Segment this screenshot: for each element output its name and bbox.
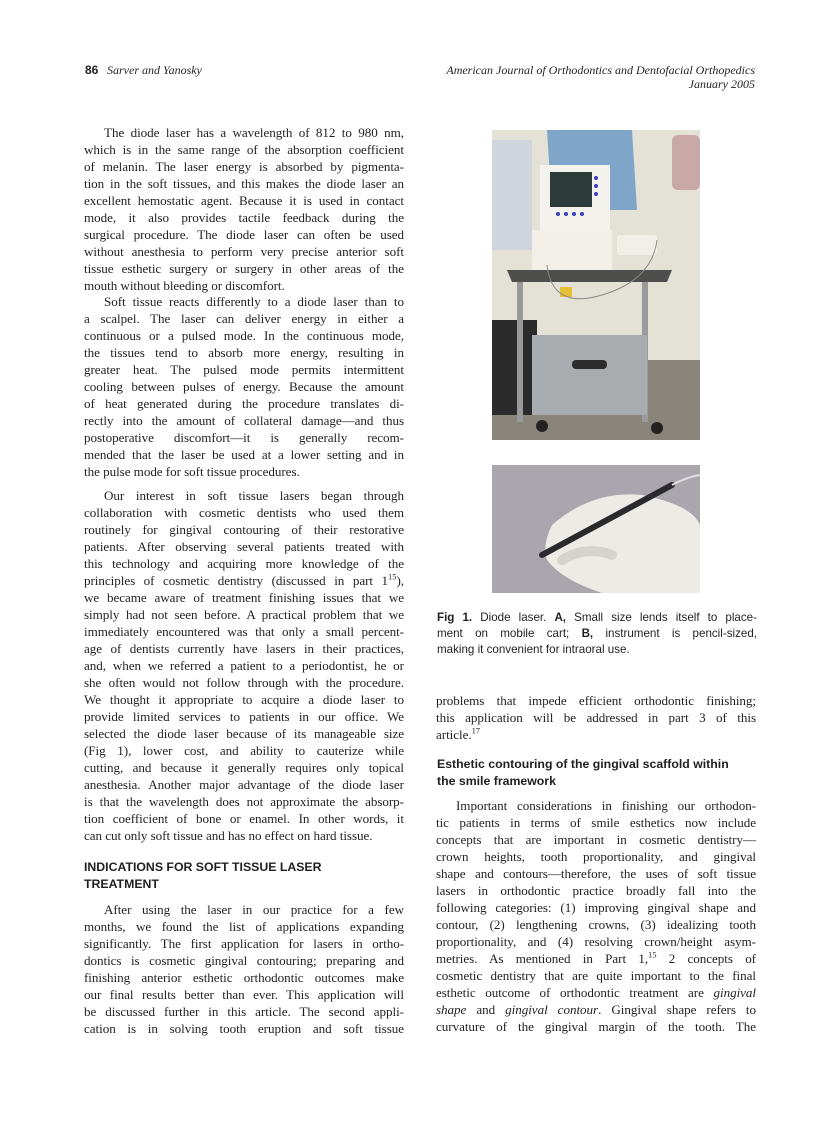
- text-run: significantly. The first application for lasers in ortho-: [84, 936, 404, 951]
- text-run: can cut only soft tissue and has no effect on hard tissue.: [84, 828, 373, 843]
- text-run: mouth without bleeding or discomfort.: [84, 278, 285, 293]
- paragraph: [84, 487, 404, 844]
- text-run: esthetic outcome of orthodontic treatment are: [436, 985, 714, 1000]
- text-run: (Fig 1), lower cost, and ability to cauterize while: [84, 743, 404, 758]
- text-line: [84, 446, 404, 463]
- text-run: months, we found the list of applications expanding: [84, 919, 404, 934]
- bold-label: A,: [554, 611, 567, 624]
- text-line: [84, 277, 404, 294]
- figure-1a-laser-cart-photo: [492, 130, 700, 440]
- text-line: [84, 209, 404, 226]
- bold-label: Fig 1.: [437, 611, 473, 624]
- text-run: cutting, and because it generally requires only topical: [84, 760, 404, 775]
- text-run: ),: [396, 573, 404, 588]
- text-line: [84, 243, 404, 260]
- text-line: [84, 226, 404, 243]
- bold-label: B,: [581, 627, 594, 640]
- text-line: [84, 158, 404, 175]
- text-line: [84, 175, 404, 192]
- text-run: curvature of the gingival margin of the tooth. The: [436, 1019, 756, 1034]
- text-run: lasers in orthodontic practice broadly fall into the: [436, 883, 756, 898]
- text-run: contour, (2) lengthening crowns, (3) idealizing tooth: [436, 917, 756, 932]
- text-run: Soft tissue reacts differently to a diode laser than to: [104, 294, 404, 309]
- text-run: greater heat. The pulsed mode permits intermittent: [84, 362, 404, 377]
- text-line: [84, 260, 404, 277]
- italic-term: gingival contour: [505, 1002, 599, 1017]
- heading-line: TREATMENT: [84, 877, 159, 891]
- text-run: shape and contours—therefore, the uses of soft tissue: [436, 866, 756, 881]
- text-line: [84, 935, 404, 952]
- text-line: [84, 606, 404, 623]
- text-line: [84, 674, 404, 691]
- text-line: [84, 395, 404, 412]
- text-run: the tissues tend to absorb more energy, resulting in: [84, 345, 404, 360]
- text-line: [84, 691, 404, 708]
- text-line: [84, 521, 404, 538]
- text-run: rectly into the amount of collateral damage—and thus: [84, 413, 404, 428]
- heading-line: INDICATIONS FOR SOFT TISSUE LASER: [84, 860, 322, 874]
- text-line: [84, 361, 404, 378]
- text-line: [84, 412, 404, 429]
- text-run: proportionality, and (4) resolving crown/height asym-: [436, 934, 756, 949]
- text-line: [84, 429, 404, 446]
- text-line: [436, 899, 756, 916]
- text-run: article.: [436, 727, 472, 742]
- text-run: be discussed further in this article. The second appli-: [84, 1004, 404, 1019]
- text-run: dontics is cosmetic gingival contouring; preparing and: [84, 953, 404, 968]
- text-run: selected the diode laser because of its manageable size: [84, 726, 404, 741]
- reference-superscript: 15: [648, 949, 657, 960]
- text-run: ment on mobile cart;: [437, 627, 582, 640]
- text-run: . Gingival shape refers to: [598, 1002, 757, 1017]
- text-run: is that the wavelength does not approximate the absorp-: [84, 794, 404, 809]
- text-run: and, when we referred a patient to a periodontist, he or: [84, 658, 404, 673]
- text-run: of heat generated during the procedure translates di-: [84, 396, 404, 411]
- text-run: tissue esthetic surgery or surgery in other areas of the: [84, 261, 404, 276]
- text-line: [84, 742, 404, 759]
- paragraph: [84, 901, 404, 1037]
- text-line: [84, 708, 404, 725]
- text-line: [84, 623, 404, 640]
- text-run: routinely for gingival contouring of their restorative: [84, 522, 404, 537]
- text-run: simply had not seen before. A practical problem that we: [84, 607, 404, 622]
- page-number: 86: [85, 63, 99, 77]
- text-line: [84, 986, 404, 1003]
- text-run: which is in the same range of the absorption coefficient: [84, 142, 404, 157]
- text-run: metries. As mentioned in Part 1,: [436, 951, 649, 966]
- text-line: [436, 692, 756, 709]
- text-line: [84, 487, 404, 504]
- text-line: [84, 293, 404, 310]
- text-run: excellent hemostatic agent. Because it is used in contact: [84, 193, 404, 208]
- text-line: [436, 916, 756, 933]
- paragraph: [436, 692, 756, 743]
- text-run: tion coefficient of bone or enamel. In other words, it: [84, 811, 404, 826]
- text-line: [436, 1018, 756, 1035]
- text-line: [84, 759, 404, 776]
- text-run: Diode laser.: [472, 611, 555, 624]
- text-run: The diode laser has a wavelength of 812 to 980 nm,: [104, 125, 404, 140]
- issue-date: January 2005: [688, 77, 755, 91]
- text-line: [84, 1020, 404, 1037]
- text-run: We thought it appropriate to acquire a diode laser to: [84, 692, 404, 707]
- text-line: [84, 310, 404, 327]
- text-run: cooling between pulses of energy. Because the amount: [84, 379, 404, 394]
- text-line: [436, 865, 756, 882]
- text-line: [84, 504, 404, 521]
- text-run: cation is in solving tooth eruption and soft tissue: [84, 1021, 404, 1036]
- text-line: [84, 327, 404, 344]
- text-run: continuous or a pulsed mode. In the continuous mode,: [84, 328, 404, 343]
- reference-superscript: 17: [471, 725, 480, 736]
- text-line: [436, 950, 756, 967]
- text-run: tic patients in terms of smile esthetics now include: [436, 815, 756, 830]
- text-line: [436, 1001, 756, 1018]
- text-line: [436, 709, 756, 726]
- section-heading-esthetic-contouring: [437, 756, 729, 790]
- text-line: [84, 344, 404, 361]
- text-line: [84, 810, 404, 827]
- text-line: [436, 814, 756, 831]
- text-line: [84, 1003, 404, 1020]
- text-run: Our interest in soft tissue lasers began through: [104, 488, 404, 503]
- text-run: instrument is pencil-sized,: [593, 627, 757, 640]
- section-heading-indications: [84, 859, 322, 893]
- text-run: problems that impede efficient orthodontic finishing;: [436, 693, 756, 708]
- text-run: we became aware of treatment finishing issues that we: [84, 590, 404, 605]
- text-line: [437, 642, 757, 658]
- text-run: following categories: (1) improving gingival shape and: [436, 900, 756, 915]
- text-run: finishing anterior esthetic orthodontic outcomes make: [84, 970, 404, 985]
- reference-superscript: 15: [388, 571, 397, 582]
- text-line: [437, 626, 757, 642]
- heading-line: the smile framework: [437, 774, 556, 788]
- text-line: [84, 640, 404, 657]
- text-run: the pulse mode for soft tissue procedures.: [84, 464, 300, 479]
- heading-line: Esthetic contouring of the gingival scaffold within: [437, 757, 729, 771]
- text-run: concepts that are important in cosmetic dentistry—: [436, 832, 756, 847]
- text-line: [84, 901, 404, 918]
- text-line: [436, 933, 756, 950]
- text-line: [84, 124, 404, 141]
- text-run: mode, it also provides tactile feedback during the: [84, 210, 404, 225]
- figure-1b-handpiece-photo: [492, 465, 700, 593]
- text-line: [436, 882, 756, 899]
- text-run: Important considerations in finishing our orthodon-: [456, 798, 756, 813]
- text-run: she often would not follow through with the procedure.: [84, 675, 404, 690]
- text-run: this application will be addressed in part 3 of this: [436, 710, 756, 725]
- text-run: patients. After observing several patients treated with: [84, 539, 404, 554]
- text-run: collaboration with cosmetic dentists who used them: [84, 505, 404, 520]
- text-line: [436, 984, 756, 1001]
- paragraph: [436, 797, 756, 1035]
- text-line: [436, 797, 756, 814]
- text-run: After using the laser in our practice for a few: [104, 902, 404, 917]
- text-run: crown heights, tooth proportionality, and gingival: [436, 849, 756, 864]
- text-line: [84, 572, 404, 589]
- text-run: of melanin. The laser energy is absorbed by pigmenta-: [84, 159, 404, 174]
- italic-term: shape: [436, 1002, 467, 1017]
- text-run: and: [466, 1002, 506, 1017]
- italic-term: gingival: [713, 985, 756, 1000]
- text-line: [436, 848, 756, 865]
- text-line: [84, 192, 404, 209]
- text-line: [84, 141, 404, 158]
- text-run: mended that the laser be used at a lower setting and in: [84, 447, 404, 462]
- text-run: provide limited services to patients in our office. We: [84, 709, 404, 724]
- paragraph: [84, 293, 404, 480]
- text-line: [84, 378, 404, 395]
- figure-1-caption: [437, 610, 757, 658]
- text-line: [437, 610, 757, 626]
- text-line: [84, 589, 404, 606]
- text-line: [436, 831, 756, 848]
- text-run: Small size lends itself to place-: [566, 611, 757, 624]
- text-line: [84, 776, 404, 793]
- text-run: without anesthesia to perform very precise anterior soft: [84, 244, 404, 259]
- text-line: [84, 969, 404, 986]
- text-run: age of dentists currently have lasers in their practices,: [84, 641, 404, 656]
- journal-title: American Journal of Orthodontics and Dentofacial Orthopedics: [446, 63, 755, 77]
- text-line: [84, 555, 404, 572]
- text-line: [84, 538, 404, 555]
- text-line: [84, 793, 404, 810]
- text-run: anesthesia. Another major advantage of the diode laser: [84, 777, 404, 792]
- text-run: principles of cosmetic dentistry (discussed in part 1: [84, 573, 389, 588]
- text-run: postoperative discomfort—it is generally recom-: [84, 430, 404, 445]
- text-line: [436, 726, 756, 743]
- text-run: cosmetic dentistry that are quite important to the final: [436, 968, 756, 983]
- text-line: [84, 952, 404, 969]
- text-line: [84, 463, 404, 480]
- text-run: 2 concepts of: [656, 951, 756, 966]
- text-line: [84, 725, 404, 742]
- text-run: a scalpel. The laser can deliver energy in either a: [84, 311, 404, 326]
- text-run: our final results better than ever. This application will: [84, 987, 404, 1002]
- text-line: [84, 657, 404, 674]
- text-line: [84, 918, 404, 935]
- text-line: [436, 967, 756, 984]
- text-run: making it convenient for intraoral use.: [437, 643, 630, 656]
- paragraph: [84, 124, 404, 294]
- text-line: [84, 827, 404, 844]
- text-run: this technology and acquiring more knowledge of the: [84, 556, 404, 571]
- text-run: immediately encountered was that only a small percent-: [84, 624, 404, 639]
- text-run: tion in the soft tissues, and this makes the diode laser an: [84, 176, 404, 191]
- text-run: surgical procedure. The diode laser can often be used: [84, 227, 404, 242]
- running-authors: Sarver and Yanosky: [107, 63, 202, 77]
